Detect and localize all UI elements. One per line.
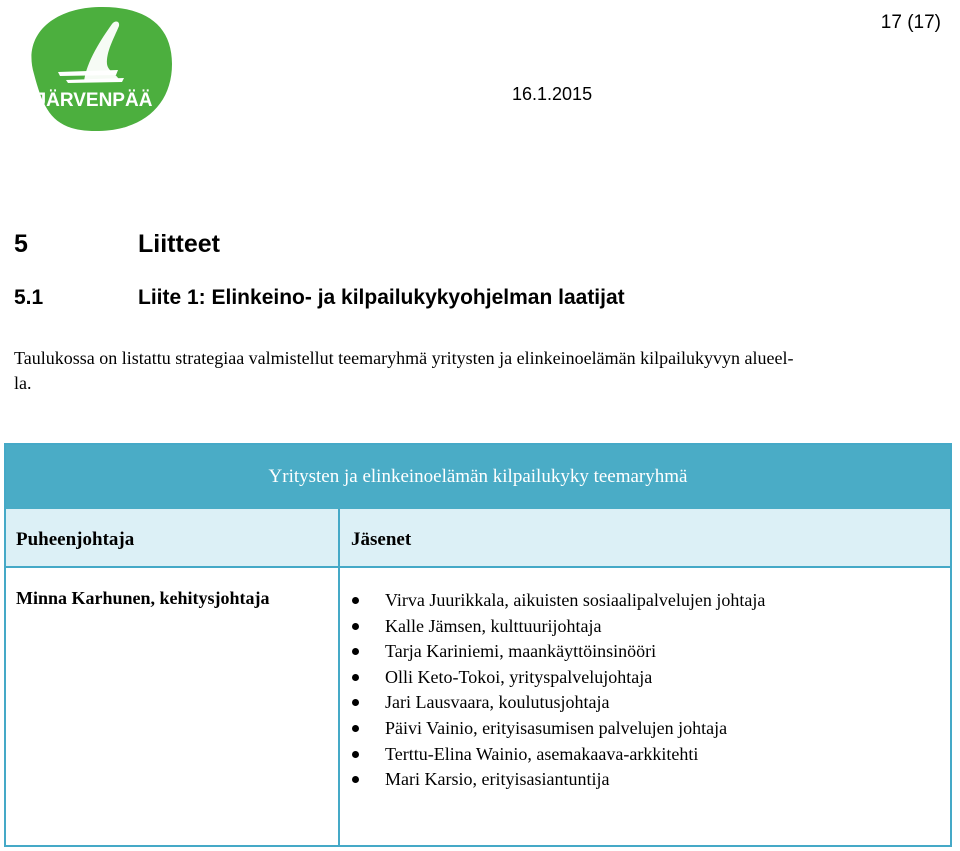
members-cell xyxy=(340,568,765,845)
member-item: Tarja Kariniemi, maankäyttöinsinööri xyxy=(340,639,765,665)
bullet-icon xyxy=(352,699,359,706)
jarvenpaa-logo xyxy=(14,4,176,134)
bullet-icon xyxy=(352,597,359,604)
intro-line-2: la. xyxy=(14,373,32,393)
header-members: Jäsenet xyxy=(351,529,412,550)
member-item: Kalle Jämsen, kulttuurijohtaja xyxy=(340,614,765,640)
member-item: Terttu-Elina Wainio, asemakaava-arkkitehti xyxy=(340,742,765,768)
chair-name: Minna Karhunen, kehitysjohtaja xyxy=(6,568,340,845)
table-body-row xyxy=(6,568,950,845)
section-title: Liitteet xyxy=(138,230,220,258)
bullet-icon xyxy=(352,674,359,681)
table-header-row xyxy=(6,509,950,568)
page-number: 17 (17) xyxy=(880,12,941,33)
bullet-icon xyxy=(352,648,359,655)
intro-line-1: Taulukossa on listattu strategiaa valmistellut teemaryhmä yritysten ja elinkeinoelämän kilpailukyvyn alueel- xyxy=(14,348,794,368)
document-date: 16.1.2015 xyxy=(512,84,593,104)
header-chair: Puheenjohtaja xyxy=(6,509,340,566)
bullet-icon xyxy=(352,623,359,630)
bullet-icon xyxy=(352,776,359,783)
member-item: Mari Karsio, erityisasiantuntija xyxy=(340,767,765,793)
bullet-icon xyxy=(352,725,359,732)
team-table xyxy=(4,443,952,847)
member-item: Jari Lausvaara, koulutusjohtaja xyxy=(340,690,765,716)
section-number: 5 xyxy=(14,230,28,258)
member-item: Olli Keto-Tokoi, yrityspalvelujohtaja xyxy=(340,665,765,691)
table-title: Yritysten ja elinkeinoelämän kilpailukyky teemaryhmä xyxy=(6,445,950,509)
subsection-title: Liite 1: Elinkeino- ja kilpailukykyohjelman laatijat xyxy=(138,286,625,309)
member-item: Virva Juurikkala, aikuisten sosiaalipalvelujen johtaja xyxy=(340,588,765,614)
member-item: Päivi Vainio, erityisasumisen palvelujen johtaja xyxy=(340,716,765,742)
bullet-icon xyxy=(352,751,359,758)
intro-paragraph xyxy=(14,346,954,396)
svg-text:JÄRVENPÄÄ: JÄRVENPÄÄ xyxy=(35,90,153,111)
subsection-number: 5.1 xyxy=(14,286,44,309)
members-list xyxy=(340,588,765,793)
